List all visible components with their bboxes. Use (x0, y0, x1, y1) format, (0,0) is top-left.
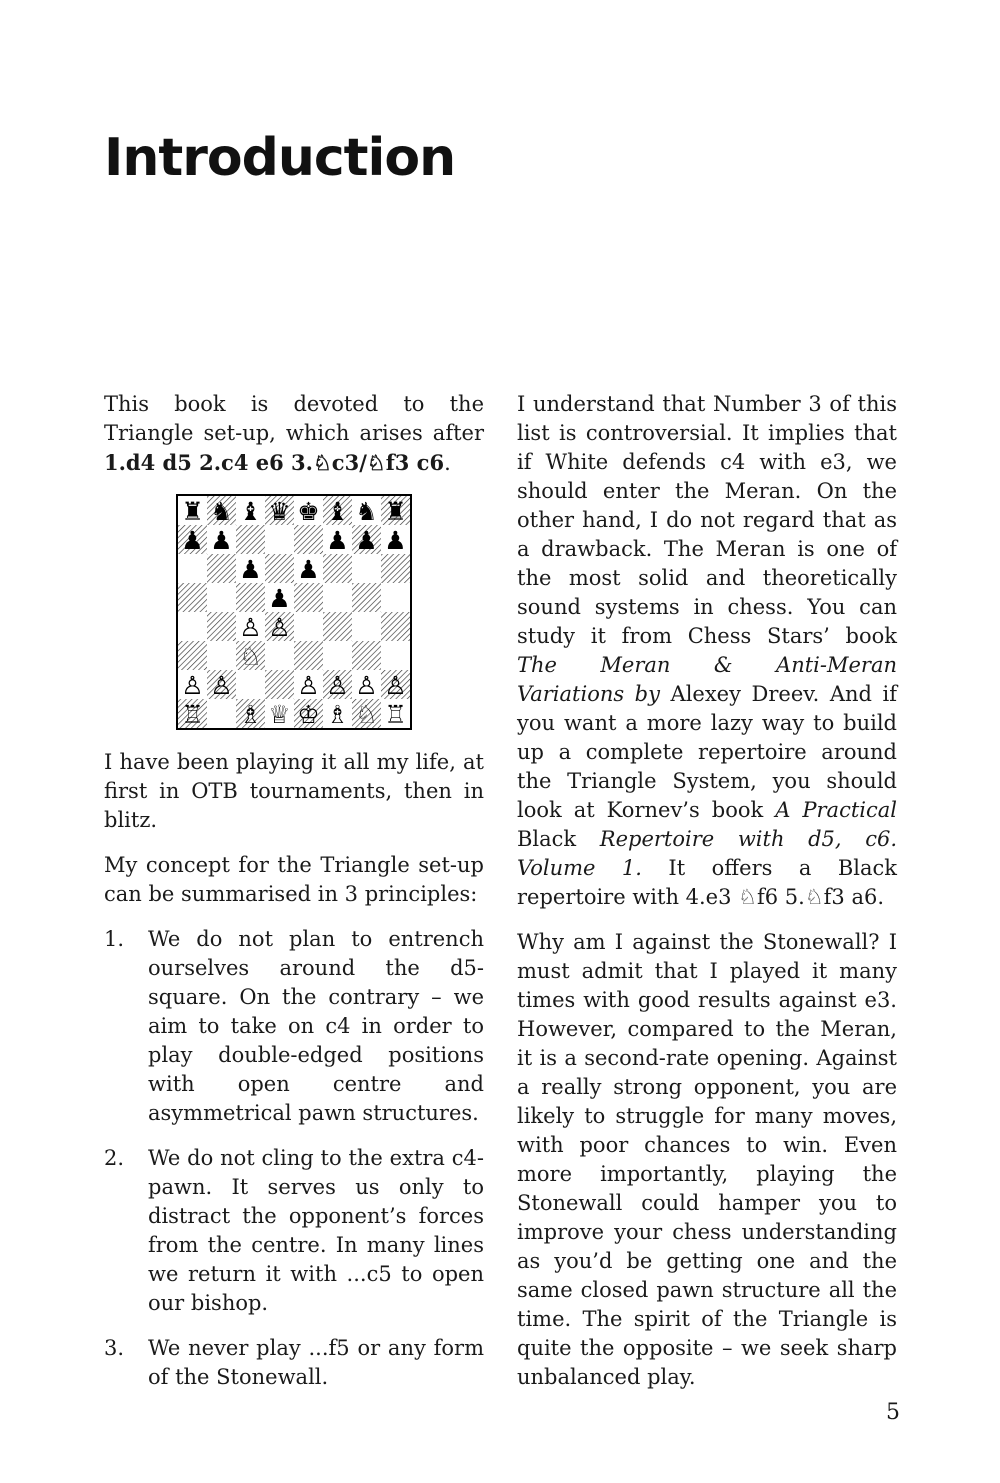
dark-square (178, 583, 207, 612)
chess-piece: ♝ (326, 497, 349, 526)
dark-square (352, 583, 381, 612)
history-paragraph: I have been playing it all my life, at first in OTB tournaments, then in blitz. (104, 750, 484, 832)
chess-board (176, 494, 412, 730)
chess-piece: ♗ (326, 700, 349, 729)
meran-text-3: Black (517, 827, 577, 851)
concept-paragraph: My concept for the Triangle set-up can be summarised in 3 principles: (104, 853, 484, 906)
chess-piece: ♖ (384, 700, 407, 729)
chess-piece: ♘ (239, 642, 262, 671)
meran-text-1: I understand that Number 3 of this list is controversial. It implies that if White defends c4 with e3, we should enter the Meran. On the other hand, I do not regard that as a drawback. The Meran is one of the most solid and theoretically sound systems in chess. You can study it from Chess Stars’ book (517, 392, 897, 648)
chess-piece: ♗ (239, 700, 262, 729)
light-square (352, 554, 381, 583)
book-title-repertoire: Repertoire with d5, c6. Volume 1. (517, 827, 897, 880)
page-number: 5 (886, 1400, 900, 1425)
chess-piece: ♖ (181, 700, 204, 729)
dark-square (323, 612, 352, 641)
principle-number: 2. (104, 1146, 125, 1170)
chess-piece: ♟ (326, 526, 349, 555)
dark-square (294, 641, 323, 670)
principle-number: 1. (104, 927, 125, 951)
meran-text-4: It offers a Black repertoire with 4.e3 ♘f6 5.♘f3 a6. (517, 856, 897, 909)
light-square (265, 641, 294, 670)
dark-square (323, 554, 352, 583)
meran-text-2: Alexey Dreev. And if you want a more lazy way to build up a complete repertoire around the Triangle System, you should look at Kornev’s book (517, 682, 897, 822)
light-square (265, 525, 294, 554)
right-column (517, 390, 897, 1408)
dark-square (352, 641, 381, 670)
dark-square (236, 525, 265, 554)
chess-piece: ♟ (239, 555, 262, 584)
chess-piece: ♘ (355, 700, 378, 729)
chess-piece: ♟ (268, 584, 291, 613)
intro-period: . (444, 451, 451, 475)
chess-piece: ♟ (181, 526, 204, 555)
light-square (323, 583, 352, 612)
light-square (323, 641, 352, 670)
chess-piece: ♙ (297, 671, 320, 700)
light-square (294, 612, 323, 641)
light-square (381, 641, 410, 670)
chess-piece: ♛ (268, 497, 291, 526)
principle-number: 3. (104, 1336, 125, 1360)
stonewall-paragraph: Why am I against the Stonewall? I must admit that I played it many times with good results against e3. However, compared to the Meran, it is a second-rate opening. Against a really strong opponent, you are likely to struggle for many moves, with poor chances to win. Even more importantly, playing the Stonewall could hamper you to improve your chess understanding as you’d be getting one and the same closed pawn structure all the time. The spirit of the Triangle is quite the opposite – we seek sharp unbalanced play. (517, 930, 897, 1389)
chess-piece: ♙ (181, 671, 204, 700)
chess-piece: ♔ (297, 700, 320, 729)
chess-piece: ♟ (210, 526, 233, 555)
light-square (207, 699, 236, 728)
chess-piece: ♙ (239, 613, 262, 642)
principle-text: We do not cling to the extra c4-pawn. It serves us only to distract the opponent’s forces from the centre. In many lines we return it with ...c5 to open our bishop. (148, 1146, 484, 1315)
book-title-meran: The Meran & Anti-Meran Variations by (517, 653, 897, 706)
chess-piece: ♙ (326, 671, 349, 700)
light-square (207, 641, 236, 670)
dark-square (381, 612, 410, 641)
chess-piece: ♞ (210, 497, 233, 526)
dark-square (294, 525, 323, 554)
meran-paragraph (517, 390, 897, 912)
dark-square (207, 612, 236, 641)
light-square (381, 583, 410, 612)
chess-diagram (104, 494, 484, 730)
chess-piece: ♜ (181, 497, 204, 526)
dark-square (265, 554, 294, 583)
book-title-practical: A Practical (775, 798, 897, 822)
principle-item (104, 1334, 484, 1392)
dark-square (265, 670, 294, 699)
chess-piece: ♚ (297, 497, 320, 526)
principle-item (104, 925, 484, 1128)
principle-item (104, 1144, 484, 1318)
chess-piece: ♜ (384, 497, 407, 526)
chess-piece: ♙ (384, 671, 407, 700)
chess-piece: ♙ (355, 671, 378, 700)
chess-piece: ♟ (355, 526, 378, 555)
intro-text: This book is devoted to the Triangle set-up, which arises after (104, 392, 484, 445)
chess-piece: ♙ (210, 671, 233, 700)
dark-square (236, 583, 265, 612)
dark-square (178, 641, 207, 670)
opening-moves: 1.d4 d5 2.c4 e6 3.♘c3/♘f3 c6 (104, 450, 445, 475)
chess-piece: ♟ (384, 526, 407, 555)
chapter-title: Introduction (104, 128, 456, 188)
dark-square (294, 583, 323, 612)
dark-square (381, 554, 410, 583)
chess-piece: ♞ (355, 497, 378, 526)
light-square (207, 583, 236, 612)
principles-list (104, 925, 484, 1392)
intro-paragraph (104, 390, 484, 478)
light-square (178, 612, 207, 641)
left-column (104, 390, 484, 1408)
chess-piece: ♝ (239, 497, 262, 526)
principle-text: We do not plan to entrench ourselves around the d5-square. On the contrary – we aim to take on c4 in order to play double-edged positions with open centre and asymmetrical pawn structures. (148, 927, 484, 1125)
dark-square (207, 554, 236, 583)
chess-piece: ♕ (268, 700, 291, 729)
light-square (352, 612, 381, 641)
chess-piece: ♟ (297, 555, 320, 584)
light-square (236, 670, 265, 699)
light-square (178, 554, 207, 583)
principle-text: We never play ...f5 or any form of the Stonewall. (148, 1336, 484, 1389)
chess-piece: ♙ (268, 613, 291, 642)
